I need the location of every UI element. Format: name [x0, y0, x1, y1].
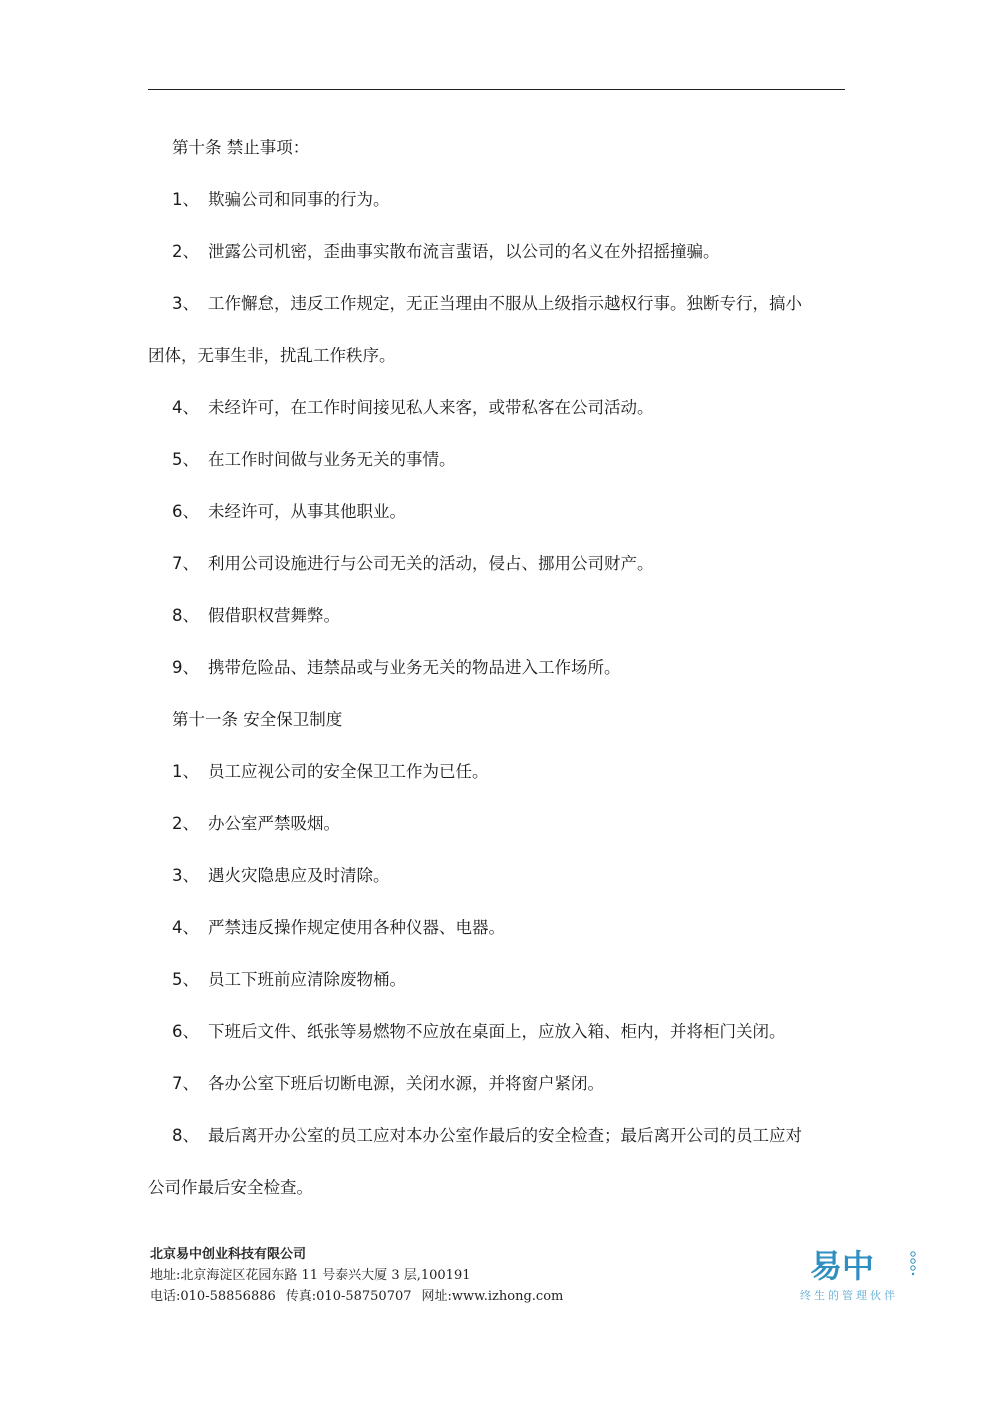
item-text: 各办公室下班后切断电源，关闭水源，并将窗户紧闭。	[208, 1074, 604, 1093]
item-number: 3、	[172, 866, 199, 885]
item-text: 工作懈怠，违反工作规定，无正当理由不服从上级指示越权行事。独断专行，搞小	[208, 294, 802, 313]
item-text: 在工作时间做与业务无关的事情。	[208, 450, 456, 469]
item-text: 员工应视公司的安全保卫工作为已任。	[208, 762, 489, 781]
footer-contact-row	[150, 1286, 563, 1307]
footer-address: 地址:北京海淀区花园东路 11 号泰兴大厦 3 层,100191	[150, 1268, 471, 1283]
article-10-item-2	[148, 240, 845, 264]
footer-web: 网址:www.izhong.com	[421, 1289, 564, 1304]
item-text: 员工下班前应清除废物桶。	[208, 970, 406, 989]
item-number: 7、	[172, 1074, 199, 1093]
article-10-item-3-continued	[148, 344, 845, 368]
article-10-item-6	[148, 500, 845, 524]
page-footer	[150, 1244, 563, 1307]
item-text: 泄露公司机密，歪曲事实散布流言蜚语，以公司的名义在外招摇撞骗。	[208, 242, 720, 261]
item-number: 2、	[172, 242, 199, 261]
article-11-item-3	[148, 864, 845, 888]
article-11-item-4	[148, 916, 845, 940]
article-11-item-8	[148, 1124, 845, 1148]
item-text: 最后离开办公室的员工应对本办公室作最后的安全检查；最后离开公司的员工应对	[208, 1126, 802, 1145]
item-text: 严禁违反操作规定使用各种仪器、电器。	[208, 918, 505, 937]
item-text: 欺骗公司和同事的行为。	[208, 190, 390, 209]
article-11-item-1	[148, 760, 845, 784]
article-11-item-5	[148, 968, 845, 992]
item-text: 办公室严禁吸烟。	[208, 814, 340, 833]
item-number: 4、	[172, 398, 199, 417]
item-number: 1、	[172, 190, 199, 209]
article-10-item-5	[148, 448, 845, 472]
item-number: 5、	[172, 450, 199, 469]
logo-name: 易中	[810, 1247, 875, 1285]
article-11-title: 第十一条 安全保卫制度	[172, 710, 343, 729]
footer-company-name: 北京易中创业科技有限公司	[150, 1247, 307, 1262]
item-text: 团体，无事生非，扰乱工作秩序。	[148, 346, 396, 365]
item-number: 8、	[172, 606, 199, 625]
item-text: 假借职权营舞弊。	[208, 606, 340, 625]
logo-trademark-icon	[911, 1252, 915, 1275]
item-text: 下班后文件、纸张等易燃物不应放在桌面上，应放入箱、柜内，并将柜门关闭。	[208, 1022, 786, 1041]
item-text: 利用公司设施进行与公司无关的活动，侵占、挪用公司财产。	[208, 554, 654, 573]
yizhong-logo-icon	[798, 1243, 928, 1305]
article-10-item-1	[148, 188, 845, 212]
item-number: 7、	[172, 554, 199, 573]
item-number: 2、	[172, 814, 199, 833]
article-10-item-8	[148, 604, 845, 628]
item-number: 3、	[172, 294, 199, 313]
item-number: 1、	[172, 762, 199, 781]
article-11-item-8-continued	[148, 1176, 845, 1200]
article-11-item-2	[148, 812, 845, 836]
item-text: 未经许可，在工作时间接见私人来客，或带私客在公司活动。	[208, 398, 654, 417]
item-text: 遇火灾隐患应及时清除。	[208, 866, 390, 885]
article-10-item-4	[148, 396, 845, 420]
article-10-item-3	[148, 292, 845, 316]
footer-phone: 电话:010-58856886	[150, 1289, 276, 1304]
item-text: 公司作最后安全检查。	[148, 1178, 313, 1197]
footer-fax: 传真:010-58750707	[285, 1289, 412, 1304]
article-10-item-7	[148, 552, 845, 576]
item-number: 6、	[172, 1022, 199, 1041]
item-number: 8、	[172, 1126, 199, 1145]
item-number: 5、	[172, 970, 199, 989]
logo-slogan: 终生的管理伙伴	[800, 1289, 898, 1302]
item-text: 未经许可，从事其他职业。	[208, 502, 406, 521]
article-11-item-7	[148, 1072, 845, 1096]
header-rule	[148, 89, 845, 90]
article-10-title: 第十条 禁止事项：	[172, 138, 310, 157]
item-number: 9、	[172, 658, 199, 677]
article-10-item-9	[148, 656, 845, 680]
item-number: 4、	[172, 918, 199, 937]
article-11-item-6	[148, 1020, 845, 1044]
item-number: 6、	[172, 502, 199, 521]
item-text: 携带危险品、违禁品或与业务无关的物品进入工作场所。	[208, 658, 621, 677]
